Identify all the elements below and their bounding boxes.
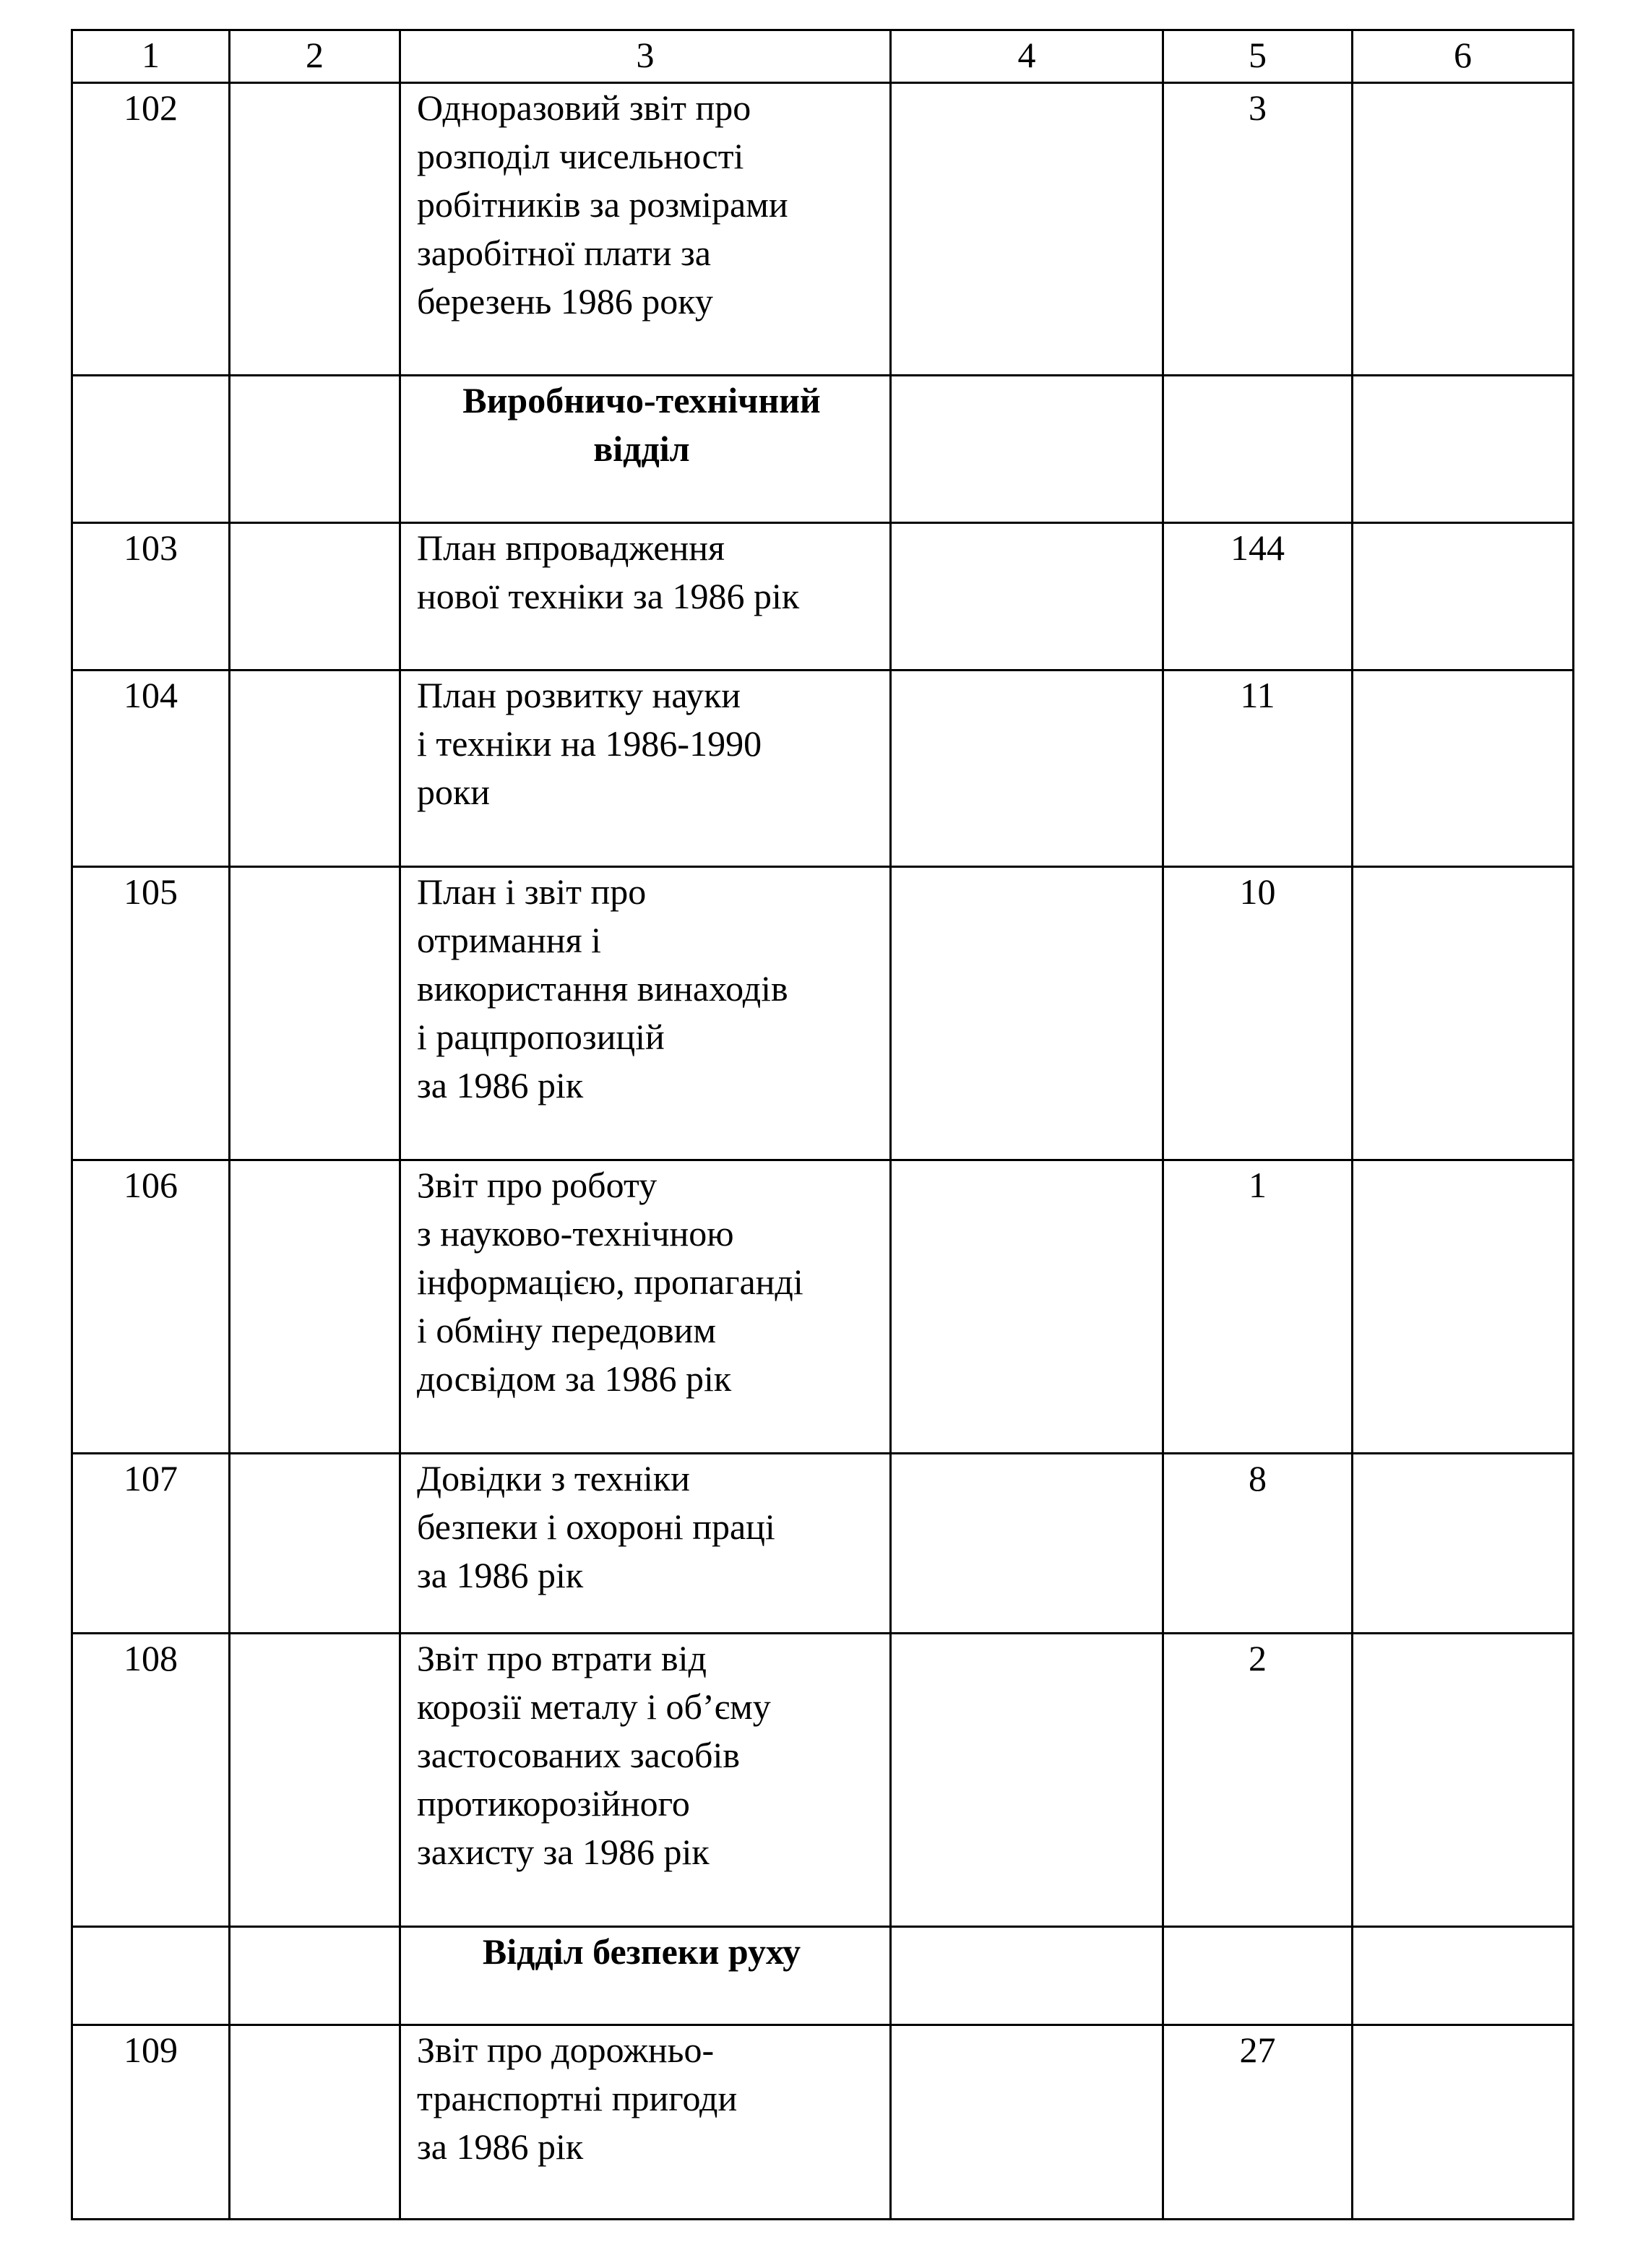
row-number: 107 bbox=[72, 1454, 230, 1634]
column-4-cell bbox=[891, 523, 1163, 671]
table-row bbox=[72, 1160, 1574, 1454]
column-6-cell bbox=[1353, 1160, 1574, 1454]
section-row bbox=[72, 376, 1574, 523]
column-6-cell bbox=[1353, 83, 1574, 376]
document-title: Звіт про дорожньо- транспортні пригоди за 1986 рік bbox=[400, 2025, 891, 2220]
document-title: План розвитку науки і техніки на 1986-1990 роки bbox=[400, 671, 891, 867]
section-title: Виробничо-технічний відділ bbox=[400, 376, 891, 523]
column-2-cell bbox=[230, 523, 400, 671]
document-title: Довідки з техніки безпеки і охороні праці за 1986 рік bbox=[400, 1454, 891, 1634]
column-6-cell bbox=[1353, 671, 1574, 867]
column-6-cell bbox=[1353, 1634, 1574, 1927]
document-title: Одноразовий звіт про розподіл чисельності робітників за розмірами заробітної плати за березень 1986 року bbox=[400, 83, 891, 376]
column-6-cell bbox=[1353, 376, 1574, 523]
table-row bbox=[72, 1454, 1574, 1634]
row-number: 105 bbox=[72, 867, 230, 1160]
section-title: Відділ безпеки руху bbox=[400, 1927, 891, 2025]
column-6-cell bbox=[1353, 867, 1574, 1160]
header-cell-6: 6 bbox=[1353, 30, 1574, 83]
column-2-cell bbox=[230, 1454, 400, 1634]
header-cell-1: 1 bbox=[72, 30, 230, 83]
sheet-count bbox=[1163, 1927, 1353, 2025]
header-cell-4: 4 bbox=[891, 30, 1163, 83]
column-6-cell bbox=[1353, 1454, 1574, 1634]
sheet-count: 8 bbox=[1163, 1454, 1353, 1634]
header-cell-5: 5 bbox=[1163, 30, 1353, 83]
table-row bbox=[72, 1634, 1574, 1927]
column-2-cell bbox=[230, 671, 400, 867]
document-title: План впровадження нової техніки за 1986 рік bbox=[400, 523, 891, 671]
section-row bbox=[72, 1927, 1574, 2025]
column-2-cell bbox=[230, 2025, 400, 2220]
document-title: План і звіт про отримання і використання винаходів і рацпропозицій за 1986 рік bbox=[400, 867, 891, 1160]
column-4-cell bbox=[891, 867, 1163, 1160]
header-row bbox=[72, 30, 1574, 83]
column-6-cell bbox=[1353, 1927, 1574, 2025]
column-2-cell bbox=[230, 1160, 400, 1454]
document-title: Звіт про роботу з науково-технічною інформацією, пропаганді і обміну передовим досвідом за 1986 рік bbox=[400, 1160, 891, 1454]
column-4-cell bbox=[891, 1454, 1163, 1634]
sheet-count: 10 bbox=[1163, 867, 1353, 1160]
row-number bbox=[72, 376, 230, 523]
table-row bbox=[72, 523, 1574, 671]
row-number: 108 bbox=[72, 1634, 230, 1927]
row-number: 104 bbox=[72, 671, 230, 867]
column-4-cell bbox=[891, 671, 1163, 867]
sheet-count: 2 bbox=[1163, 1634, 1353, 1927]
column-4-cell bbox=[891, 1160, 1163, 1454]
inventory-table bbox=[71, 29, 1574, 2220]
column-4-cell bbox=[891, 83, 1163, 376]
header-cell-2: 2 bbox=[230, 30, 400, 83]
column-2-cell bbox=[230, 376, 400, 523]
column-6-cell bbox=[1353, 2025, 1574, 2220]
column-6-cell bbox=[1353, 523, 1574, 671]
table-row bbox=[72, 671, 1574, 867]
sheet-count: 11 bbox=[1163, 671, 1353, 867]
table-row bbox=[72, 867, 1574, 1160]
column-4-cell bbox=[891, 2025, 1163, 2220]
column-2-cell bbox=[230, 83, 400, 376]
column-2-cell bbox=[230, 867, 400, 1160]
table-row bbox=[72, 2025, 1574, 2220]
row-number: 102 bbox=[72, 83, 230, 376]
header-cell-3: 3 bbox=[400, 30, 891, 83]
document-title: Звіт про втрати від корозії металу і об’єму застосованих засобів протикорозійного захисту за 1986 рік bbox=[400, 1634, 891, 1927]
row-number: 106 bbox=[72, 1160, 230, 1454]
sheet-count: 3 bbox=[1163, 83, 1353, 376]
row-number bbox=[72, 1927, 230, 2025]
sheet-count: 1 bbox=[1163, 1160, 1353, 1454]
table-row bbox=[72, 83, 1574, 376]
column-2-cell bbox=[230, 1634, 400, 1927]
column-2-cell bbox=[230, 1927, 400, 2025]
column-4-cell bbox=[891, 1634, 1163, 1927]
row-number: 103 bbox=[72, 523, 230, 671]
sheet-count: 27 bbox=[1163, 2025, 1353, 2220]
sheet-count bbox=[1163, 376, 1353, 523]
row-number: 109 bbox=[72, 2025, 230, 2220]
column-4-cell bbox=[891, 1927, 1163, 2025]
column-4-cell bbox=[891, 376, 1163, 523]
sheet-count: 144 bbox=[1163, 523, 1353, 671]
